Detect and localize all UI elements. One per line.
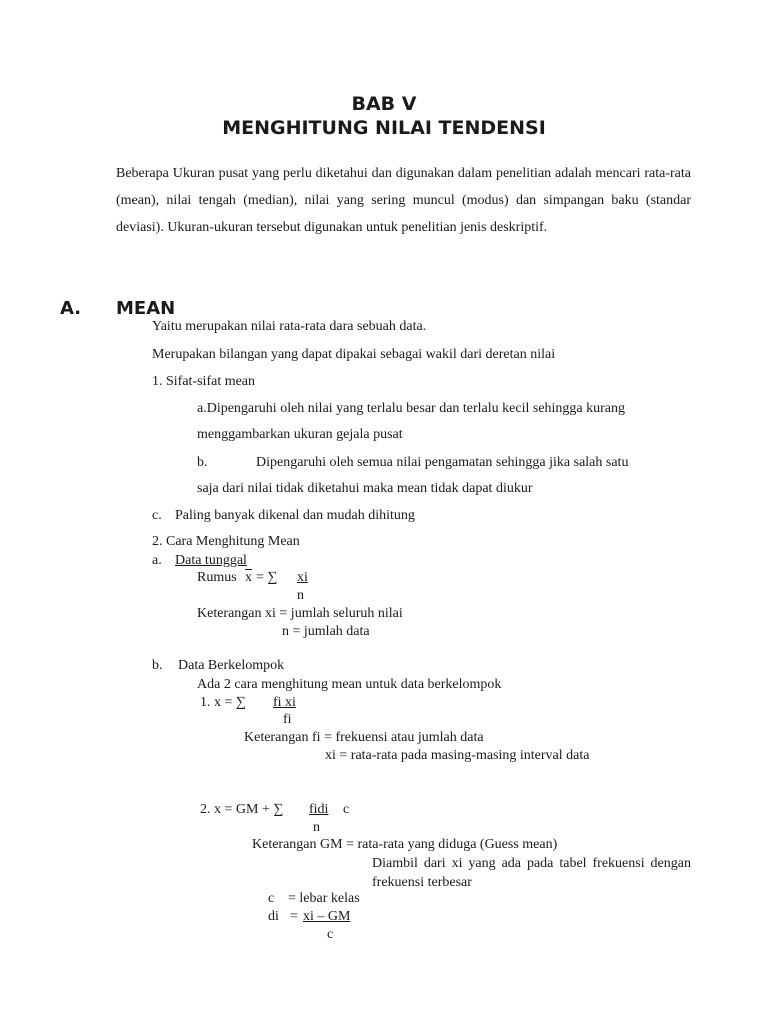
- formula-2-prefix: 2. x = GM + ∑: [200, 802, 284, 817]
- tunggal-x-bar: $\overline{x}$: [245, 570, 252, 585]
- mean-definition-1: Yaitu merupakan nilai rata-rata dara sebuah data.: [152, 319, 427, 334]
- formula-1-keterangan-2: xi = rata-rata pada masing-masing interval data: [325, 748, 590, 763]
- formula-2-keterangan-1: Keterangan GM = rata-rata yang diduga (Guess mean): [252, 837, 558, 852]
- kelompok-title: Data Berkelompok: [178, 658, 285, 673]
- c-label: c: [268, 891, 275, 906]
- tunggal-equals-sum: = ∑: [256, 570, 278, 585]
- tunggal-label: a.: [152, 553, 162, 568]
- sifat-title: 1. Sifat-sifat mean: [152, 374, 256, 389]
- sifat-c-text: Paling banyak dikenal dan mudah dihitung: [175, 508, 415, 523]
- cara-title: 2. Cara Menghitung Mean: [152, 534, 300, 549]
- formula-2-numerator: fidi: [309, 802, 329, 817]
- sifat-a-line-2: menggambarkan ukuran gejala pusat: [197, 427, 403, 442]
- chapter-number: BAB V: [351, 93, 417, 115]
- sifat-b-line-2: saja dari nilai tidak diketahui maka mean tidak dapat diukur: [197, 481, 533, 496]
- section-letter: A.: [60, 298, 82, 319]
- formula-2-denominator: n: [313, 820, 320, 835]
- chapter-title: MENGHITUNG NILAI TENDENSI: [222, 117, 546, 139]
- section-heading: MEAN: [116, 298, 176, 319]
- tunggal-keterangan-2: n = jumlah data: [282, 624, 370, 639]
- formula-1-keterangan-1: Keterangan fi = frekuensi atau jumlah data: [244, 730, 484, 745]
- di-numerator: xi – GM: [303, 909, 351, 924]
- formula-1-denominator: fi: [283, 712, 292, 727]
- intro-paragraph: Beberapa Ukuran pusat yang perlu diketahui dan digunakan dalam penelitian adalah mencari rata-rata (mean), nilai tengah (median), nilai yang sering muncul (modus) dan simpangan baku (standar deviasi). Ukuran-ukuran tersebut digunakan untuk penelitian jenis deskriptif.: [116, 166, 691, 235]
- formula-2-keterangan-2: Diambil dari xi yang ada pada tabel frekuensi dengan frekuensi terbesar: [372, 856, 691, 890]
- formula-1-numerator: fi xi: [273, 695, 296, 710]
- mean-definition-2: Merupakan bilangan yang dapat dipakai sebagai wakil dari deretan nilai: [152, 347, 556, 362]
- sifat-b-line-1: Dipengaruhi oleh semua nilai pengamatan sehingga jika salah satu: [256, 455, 629, 470]
- di-label: di: [268, 909, 279, 924]
- di-equals: =: [290, 909, 298, 924]
- tunggal-rumus: Rumus: [197, 570, 237, 585]
- c-definition: = lebar kelas: [288, 891, 360, 906]
- tunggal-title: Data tunggal: [175, 553, 247, 568]
- tunggal-denominator: n: [297, 588, 304, 603]
- kelompok-label: b.: [152, 658, 163, 673]
- sifat-c-label: c.: [152, 508, 162, 523]
- formula-2-class-width: c: [343, 802, 350, 817]
- tunggal-numerator: xi: [297, 570, 308, 585]
- sifat-a-line-1: a.Dipengaruhi oleh nilai yang terlalu besar dan terlalu kecil sehingga kurang: [197, 401, 626, 416]
- kelompok-intro: Ada 2 cara menghitung mean untuk data berkelompok: [197, 677, 502, 692]
- sifat-b-label: b.: [197, 455, 208, 470]
- tunggal-keterangan-1: Keterangan xi = jumlah seluruh nilai: [197, 606, 403, 621]
- formula-1-prefix: 1. x = ∑: [200, 695, 246, 710]
- di-denominator: c: [327, 927, 334, 942]
